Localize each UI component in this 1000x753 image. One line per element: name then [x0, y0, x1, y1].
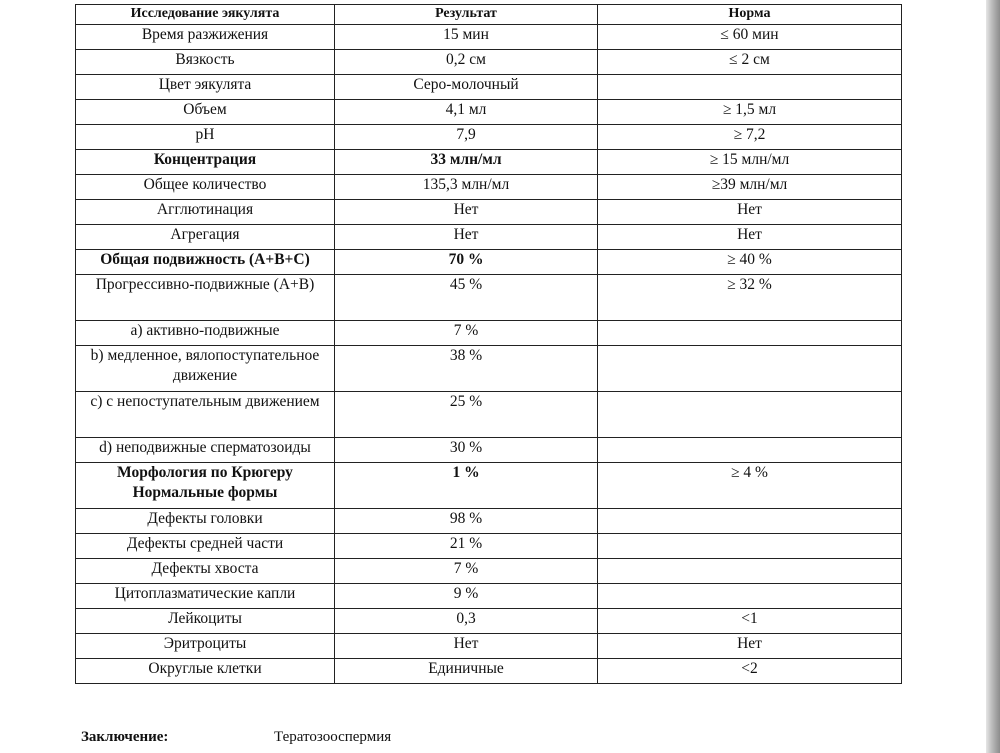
row-result: 15 мин: [335, 25, 598, 50]
row-norm: [598, 509, 902, 534]
row-param: a) активно-подвижные: [76, 321, 335, 346]
row-result: 33 млн/мл: [335, 150, 598, 175]
table-row: [76, 200, 902, 225]
table-row: [76, 584, 902, 609]
table-row: [76, 25, 902, 50]
row-norm: [598, 534, 902, 559]
table-row: [76, 275, 902, 321]
row-norm: <1: [598, 609, 902, 634]
row-norm: ≥ 15 млн/мл: [598, 150, 902, 175]
row-norm: ≥ 7,2: [598, 125, 902, 150]
row-param: d) неподвижные сперматозоиды: [76, 438, 335, 463]
row-result: 38 %: [335, 346, 598, 392]
row-result: 25 %: [335, 392, 598, 438]
table-row: [76, 534, 902, 559]
conclusion-value: Тератозооспермия: [274, 729, 392, 745]
table-row: [76, 75, 902, 100]
row-result: 135,3 млн/мл: [335, 175, 598, 200]
row-norm: [598, 392, 902, 438]
row-param: Концентрация: [76, 150, 335, 175]
row-result: 0,2 см: [335, 50, 598, 75]
row-result: 21 %: [335, 534, 598, 559]
row-norm: Нет: [598, 225, 902, 250]
table-header-row: [76, 5, 902, 25]
row-norm: [598, 584, 902, 609]
table-row: [76, 559, 902, 584]
table-row: [76, 346, 902, 392]
row-param: b) медленное, вялопоступательное движение: [76, 346, 335, 392]
row-result: Нет: [335, 225, 598, 250]
row-norm: ≥ 1,5 мл: [598, 100, 902, 125]
row-param: c) с непоступательным движением: [76, 392, 335, 438]
row-param: Цвет эякулята: [76, 75, 335, 100]
table-row: [76, 609, 902, 634]
row-param: Округлые клетки: [76, 659, 335, 684]
row-norm: ≤ 60 мин: [598, 25, 902, 50]
row-result: 9 %: [335, 584, 598, 609]
row-norm: ≥ 40 %: [598, 250, 902, 275]
row-result: Нет: [335, 634, 598, 659]
row-result: 70 %: [335, 250, 598, 275]
row-param: Лейкоциты: [76, 609, 335, 634]
row-result: 98 %: [335, 509, 598, 534]
header-norm: Норма: [598, 5, 902, 25]
row-param: Прогрессивно-подвижные (A+B): [76, 275, 335, 321]
row-result: 30 %: [335, 438, 598, 463]
row-param: Морфология по Крюгеру Нормальные формы: [76, 463, 335, 509]
table-row: [76, 392, 902, 438]
row-param: Агрегация: [76, 225, 335, 250]
row-norm: [598, 438, 902, 463]
row-norm: Нет: [598, 200, 902, 225]
row-norm: [598, 346, 902, 392]
table-row: [76, 509, 902, 534]
row-norm: ≥39 млн/мл: [598, 175, 902, 200]
row-norm: [598, 559, 902, 584]
table-row: [76, 321, 902, 346]
row-param: Эритроциты: [76, 634, 335, 659]
row-norm: ≤ 2 см: [598, 50, 902, 75]
row-result: 4,1 мл: [335, 100, 598, 125]
row-norm: Нет: [598, 634, 902, 659]
row-param: Объем: [76, 100, 335, 125]
row-norm: ≥ 32 %: [598, 275, 902, 321]
table-row: [76, 225, 902, 250]
row-norm: [598, 75, 902, 100]
semen-analysis-table: [75, 4, 902, 684]
header-parameter: Исследование эякулята: [76, 5, 335, 25]
row-param: Дефекты средней части: [76, 534, 335, 559]
table-row: [76, 659, 902, 684]
table-row: [76, 100, 902, 125]
row-param: Время разжижения: [76, 25, 335, 50]
row-result: 1 %: [335, 463, 598, 509]
row-result: 7 %: [335, 559, 598, 584]
row-param: Дефекты головки: [76, 509, 335, 534]
row-param: Вязкость: [76, 50, 335, 75]
row-result: 0,3: [335, 609, 598, 634]
table-row: [76, 175, 902, 200]
page-edge-shadow: [986, 0, 1000, 753]
row-norm: [598, 321, 902, 346]
row-param: Цитоплазматические капли: [76, 584, 335, 609]
row-norm: <2: [598, 659, 902, 684]
table-row: [76, 50, 902, 75]
row-norm: ≥ 4 %: [598, 463, 902, 509]
row-param: Агглютинация: [76, 200, 335, 225]
row-result: 45 %: [335, 275, 598, 321]
row-result: Единичные: [335, 659, 598, 684]
row-param: Дефекты хвоста: [76, 559, 335, 584]
row-param: Общее количество: [76, 175, 335, 200]
conclusion-label: Заключение:: [81, 729, 169, 745]
row-result: 7 %: [335, 321, 598, 346]
header-result: Результат: [335, 5, 598, 25]
table-row: [76, 150, 902, 175]
table-row: [76, 250, 902, 275]
table-row: [76, 438, 902, 463]
table-row: [76, 634, 902, 659]
row-param: pH: [76, 125, 335, 150]
table-row: [76, 463, 902, 509]
row-param: Общая подвижность (A+B+C): [76, 250, 335, 275]
row-result: 7,9: [335, 125, 598, 150]
table-row: [76, 125, 902, 150]
row-result: Нет: [335, 200, 598, 225]
row-result: Серо-молочный: [335, 75, 598, 100]
conclusion: [81, 729, 392, 746]
